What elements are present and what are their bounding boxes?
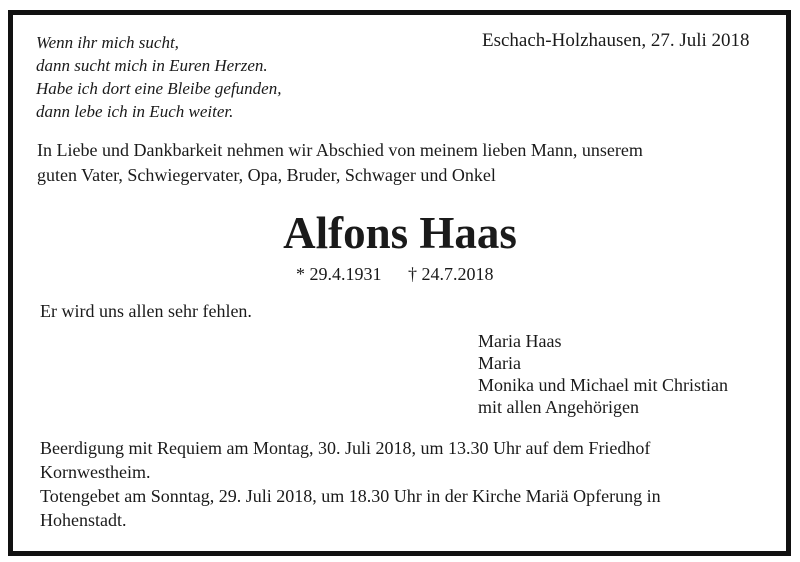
poem-line: dann lebe ich in Euch weiter. [36,102,234,121]
mourner: mit allen Angehörigen [478,397,639,417]
poem-line: dann sucht mich in Euren Herzen. [36,56,268,75]
funeral-details [40,436,661,532]
mourner: Monika und Michael mit Christian [478,375,728,395]
death-date: † 24.7.2018 [408,264,494,284]
life-dates [296,264,494,285]
funeral-line: Hohenstadt. [40,510,127,530]
birth-date: * 29.4.1931 [296,264,382,284]
poem-line: Wenn ihr mich sucht, [36,33,179,52]
remark: Er wird uns allen sehr fehlen. [40,301,252,321]
mourners-list [478,330,728,418]
funeral-line: Beerdigung mit Requiem am Montag, 30. Juli 2018, um 13.30 Uhr auf dem Friedhof [40,438,651,458]
funeral-line: Kornwestheim. [40,462,151,482]
intro-line: guten Vater, Schwiegervater, Opa, Bruder, Schwager und Onkel [37,165,496,185]
mourner: Maria Haas [478,331,562,351]
funeral-line: Totengebet am Sonntag, 29. Juli 2018, um 18.30 Uhr in der Kirche Mariä Opferung in [40,486,661,506]
intro-text [37,138,643,188]
place-and-date: Eschach-Holzhausen, 27. Juli 2018 [482,30,750,51]
mourner: Maria [478,353,521,373]
poem-line: Habe ich dort eine Bleibe gefunden, [36,79,282,98]
intro-line: In Liebe und Dankbarkeit nehmen wir Abschied von meinem lieben Mann, unserem [37,140,643,160]
poem [36,31,281,123]
deceased-name: Alfons Haas [283,208,517,258]
